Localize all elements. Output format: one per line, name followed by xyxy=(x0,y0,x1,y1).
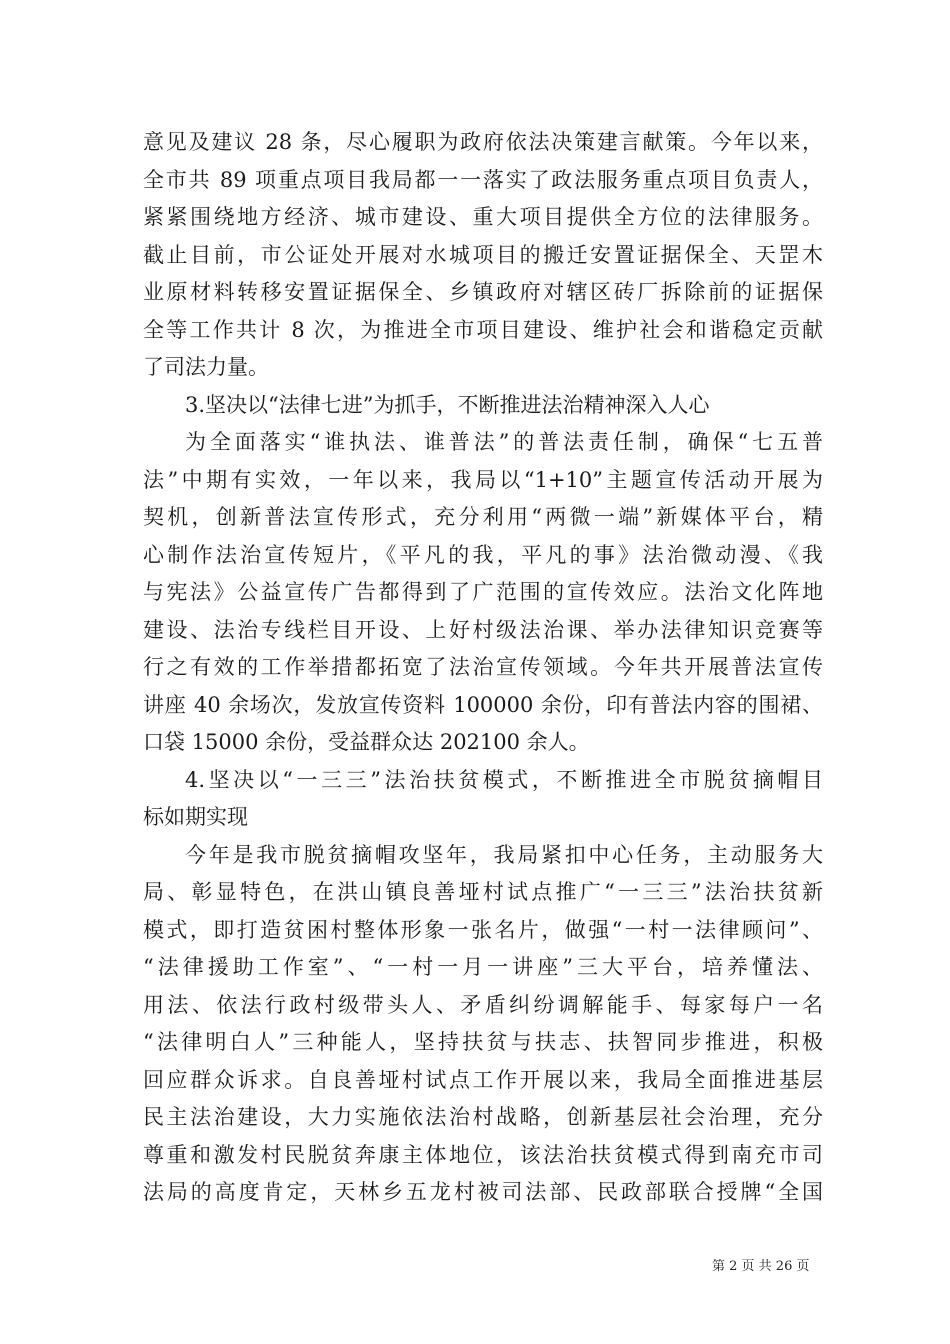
text-line: 今年是我市脱贫摘帽攻坚年，我局紧扣中心任务，主动服务大 xyxy=(185,842,823,867)
text-line: 法”中期有实效，一年以来，我局以“1+10”主题宣传活动开展为 xyxy=(143,467,823,492)
text-line: 了司法力量。 xyxy=(143,355,269,379)
text-line: 全市共 89 项重点项目我局都一一落实了政法服务重点项目负责人， xyxy=(143,167,823,192)
text-line: 民主法治建设，大力实施依法治村战略，创新基层社会治理，充分 xyxy=(143,1105,823,1129)
section-heading-4-cont: 标如期实现 xyxy=(143,805,248,829)
text-line: 为全面落实“谁执法、谁普法”的普法责任制，确保“七五普 xyxy=(185,430,823,454)
text-line: 与宪法》公益宣传广告都得到了广范围的宣传效应。法治文化阵地 xyxy=(143,580,823,604)
text-line: 紧紧围绕地方经济、城市建设、重大项目提供全方位的法律服务。 xyxy=(143,205,823,229)
text-line: 心制作法治宣传短片，《平凡的我，平凡的事》法治微动漫、《我 xyxy=(143,542,823,567)
text-line: 模式，即打造贫困村整体形象一张名片，做强“一村一法律顾问”、 xyxy=(143,917,823,942)
text-line: “法律明白人”三种能人，坚持扶贫与扶志、扶智同步推进，积极 xyxy=(143,1030,823,1054)
text-line: 用法、依法行政村级带头人、矛盾纠纷调解能手、每家每户一名 xyxy=(143,992,823,1017)
text-line: 讲座 40 余场次，发放宣传资料 100000 余份，印有普法内容的围裙、 xyxy=(143,692,823,717)
text-line: 尊重和激发村民脱贫奔康主体地位，该法治扶贫模式得到南充市司 xyxy=(143,1142,823,1167)
text-line: 局、彰显特色，在洪山镇良善垭村试点推广“一三三”法治扶贫新 xyxy=(143,880,823,904)
page-number-footer: 第 2 页 共 26 页 xyxy=(712,1259,810,1274)
text-line: 行之有效的工作举措都拓宽了法治宣传领域。今年共开展普法宣传 xyxy=(143,655,823,679)
text-line: 意见及建议 28 条，尽心履职为政府依法决策建言献策。今年以来， xyxy=(143,130,823,154)
section-heading-4: 4.坚决以“一三三”法治扶贫模式，不断推进全市脱贫摘帽目 xyxy=(185,767,823,792)
text-line: “法律援助工作室”、“一村一月一讲座”三大平台，培养懂法、 xyxy=(143,955,823,979)
text-line: 口袋 15000 余份，受益群众达 202100 余人。 xyxy=(143,730,590,754)
section-heading-3: 3.坚决以“法律七进”为抓手，不断推进法治精神深入人心 xyxy=(185,392,710,417)
text-line: 业原材料转移安置证据保全、乡镇政府对辖区砖厂拆除前的证据保 xyxy=(143,280,823,304)
document-body xyxy=(143,124,823,1212)
text-line: 截止目前，市公证处开展对水城项目的搬迁安置证据保全、天罡木 xyxy=(143,242,823,267)
text-line: 法局的高度肯定，天林乡五龙村被司法部、民政部联合授牌“全国 xyxy=(143,1180,823,1204)
text-line: 全等工作共计 8 次，为推进全市项目建设、维护社会和谐稳定贡献 xyxy=(143,317,823,342)
text-line: 契机，创新普法宣传形式，充分利用“两微一端”新媒体平台，精 xyxy=(143,505,823,529)
text-line: 回应群众诉求。自良善垭村试点工作开展以来，我局全面推进基层 xyxy=(143,1067,823,1092)
text-line: 建设、法治专线栏目开设、上好村级法治课、举办法律知识竞赛等 xyxy=(143,617,823,642)
